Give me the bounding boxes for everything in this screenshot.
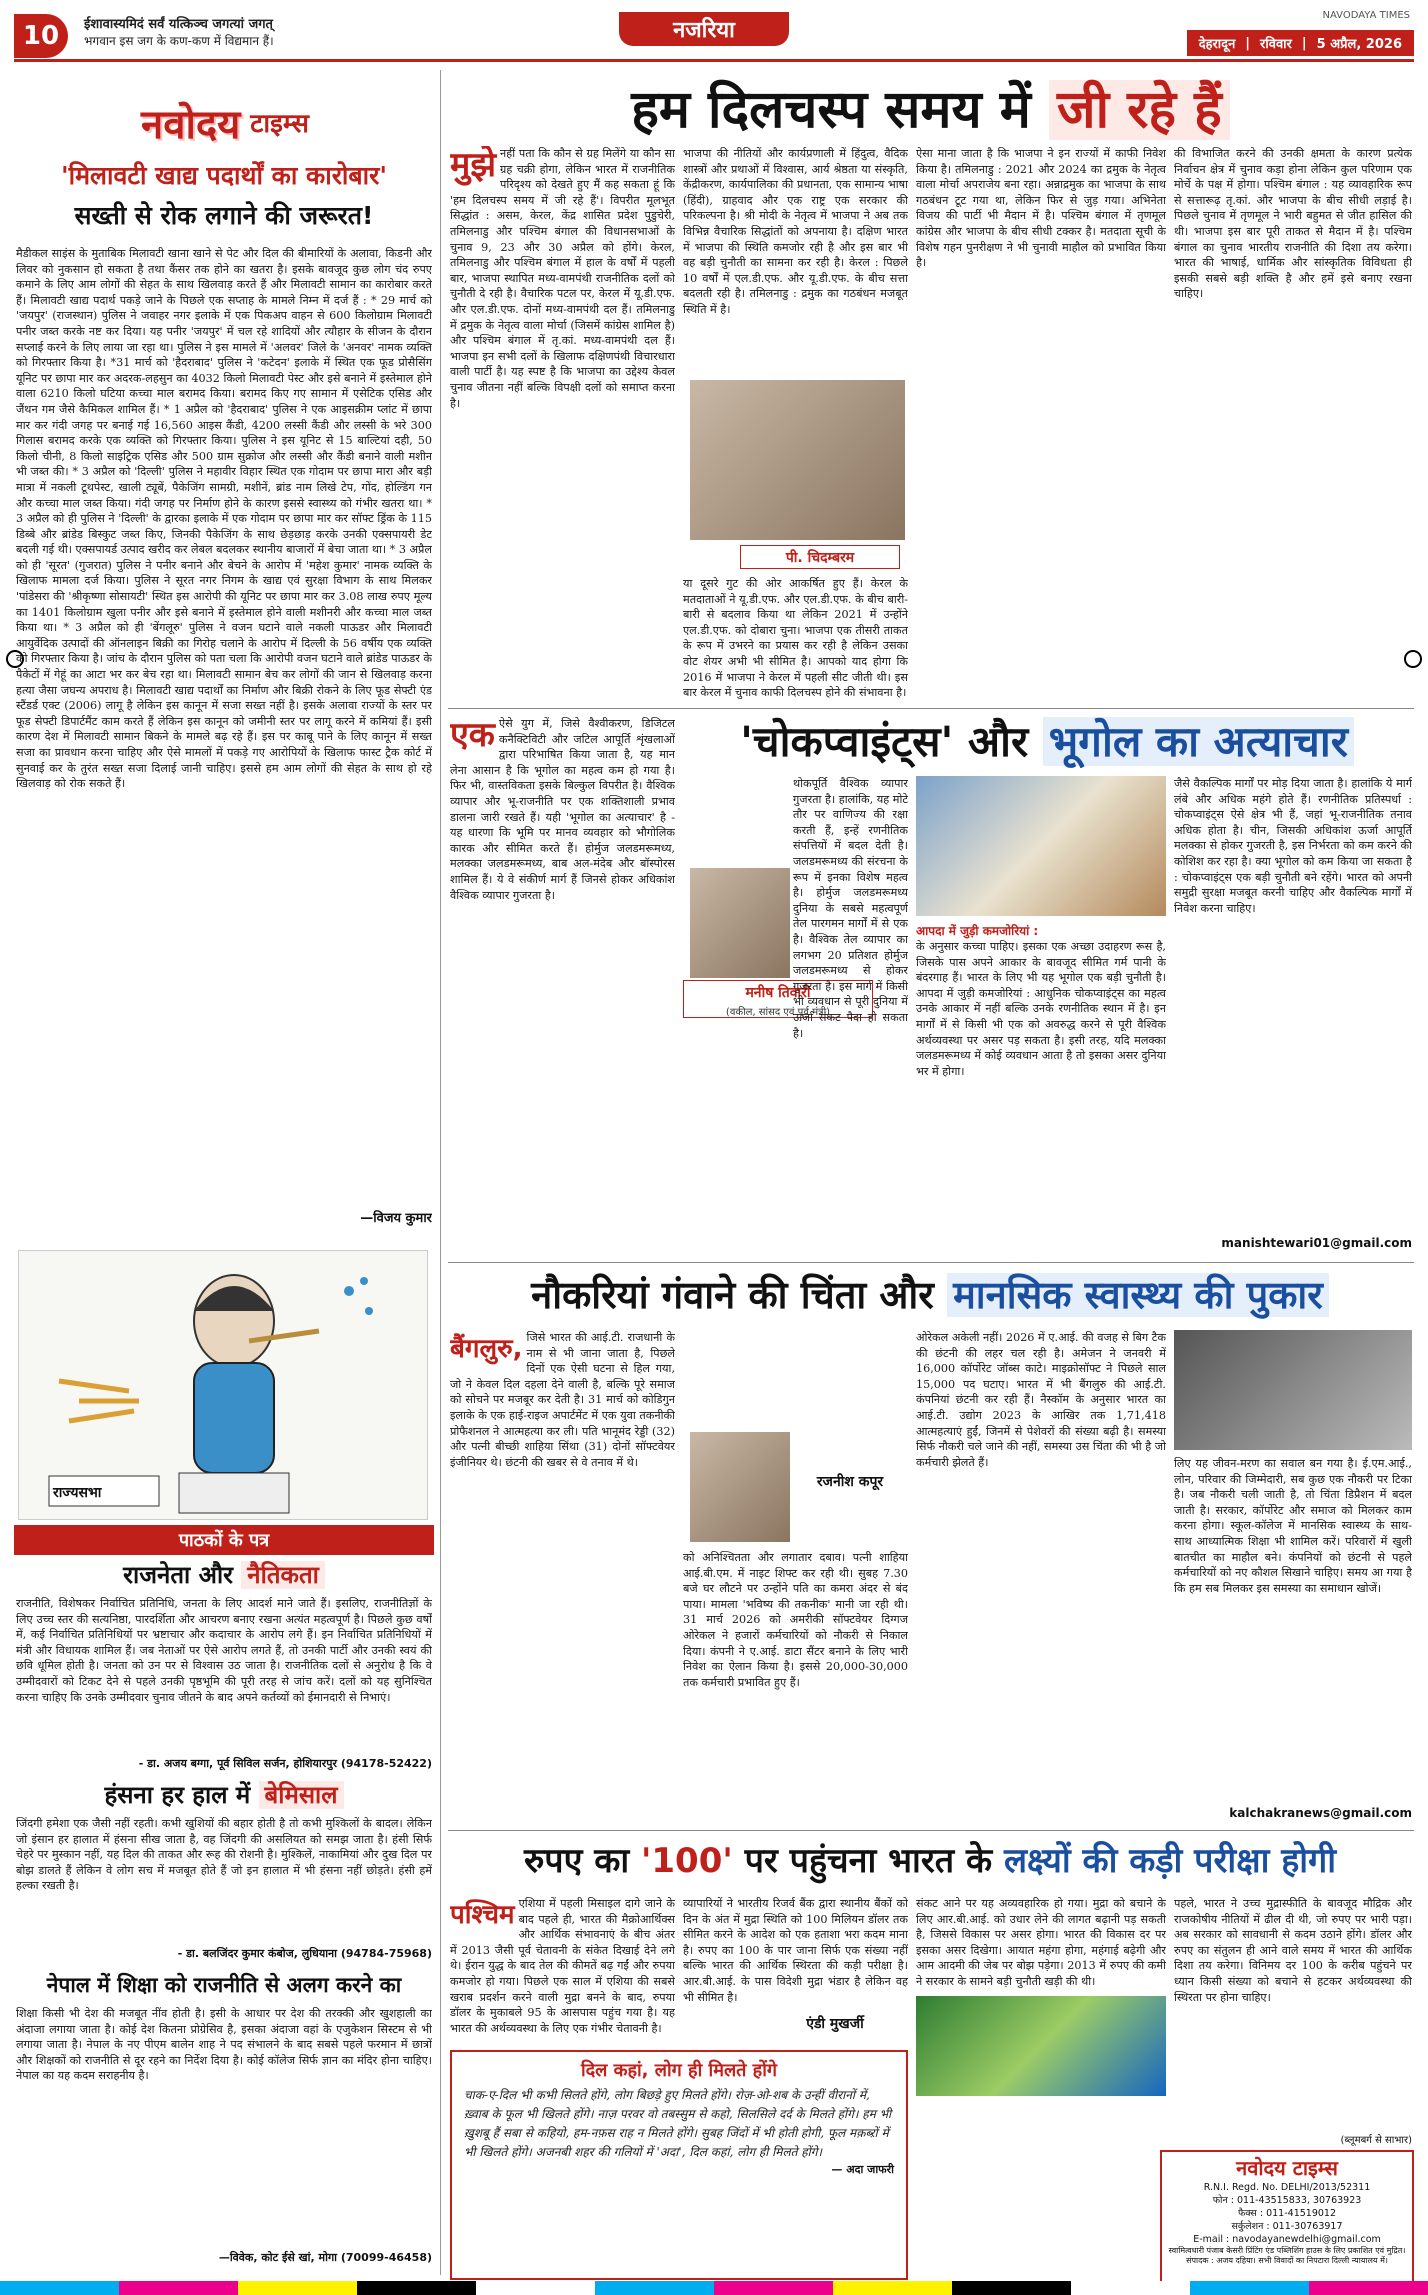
registration-mark — [6, 650, 24, 668]
article4-author: एंडी मुखर्जी — [770, 2012, 900, 2036]
article3-email: kalchakranews@gmail.com — [1229, 1806, 1412, 1820]
letter3-title: नेपाल में शिक्षा को राजनीति से अलग करने का — [14, 1970, 434, 2002]
letter1-title: राजनेता और नैतिकता — [14, 1560, 434, 1592]
map-photo — [916, 776, 1166, 916]
masthead — [14, 12, 1414, 62]
author-photo-chidambaram — [690, 380, 905, 540]
article4-col2: व्यापारियों ने भारतीय रिजर्व बैंक द्वारा स्थानीय बैंकों को दिन के अंत में मुद्रा स्थिति को 100 मिलियन डॉलर तक सीमित करने के आदेश को एक हताशा भरा कदम माना है। रुपए का 100 के पार जाना सिर्फ एक संख्या नहीं बल्कि भारत की आर्थिक स्थिरता की कड़ी परीक्षा है। आर.बी.आई. के पास विदेशी मुद्रा भंडार है लेकिन वह भी सीमित है। — [683, 1897, 908, 2004]
article4-title: रुपए का '100' पर पहुंचना भारत के लक्ष्यों की कड़ी परीक्षा होगी — [523, 1841, 1337, 1881]
editorial-byline: —विजय कुमार — [360, 1211, 432, 1226]
article1-col4: की विभाजित करने की उनकी क्षमता के कारण प्रत्येक निर्वाचन क्षेत्र में चुनाव कड़ा होना लेकिन कुल परिणाम एक मोर्चे के पक्ष में होगा। पश्चिम बंगाल : यह व्यावहारिक रूप से सत्तारूढ़ तृ.कां. और भाजपा के बीच सीधी लड़ाई है। पिछले चुनाव में तृणमूल ने भारी बहुमत से जीत हासिल की थी। भाजपा इस बार पूरी ताकत से मैदान में है। पश्चिम बंगाल का चुनाव भारतीय राजनीति की दिशा तय करेगा। भारत की भाषाई, धार्मिक और सांस्कृतिक विविधता ही इसकी सबसे बड़ी शक्ति है और हमें इसे बनाए रखना चाहिए। — [1174, 147, 1412, 301]
article3-title: नौकरियां गंवाने की चिंता और मानसिक स्वास्थ्य की पुकार — [450, 1268, 1410, 1324]
dateline: देहरादून | रविवार | 5 अप्रैल, 2026 — [1187, 30, 1414, 56]
cartoon — [18, 1250, 428, 1520]
page-number: 10 — [14, 14, 68, 58]
article1-col2a: भाजपा की नीतियों और कार्यप्रणाली में हिंदुत्व, वैदिक शास्त्रों और प्रथाओं में विश्वास, आर्य श्रेष्ठता या संस्कृति, केंद्रीकरण, कार्यपालिका की प्रधानता, एक सामान्य भाषा (हिंदी), ग्राहवाद और एक राष्ट्र एक सरकार की परिकल्पना है। श्री मोदी के नेतृत्व में भाजपा ने अब तक विभिन्न वैचारिक सिद्धांतों को अपनाया है। दक्षिण भारत में भाजपा की स्थिति कमजोर रही है और इस बार भी वह बड़ी चुनौती का सामना कर रही है। केरल : पिछले 10 वर्षों में एल.डी.एफ. और यू.डी.एफ. के बीच सत्ता बदलती रही है। तमिलनाडु : द्रमुक का गठबंधन मजबूत स्थिति में है। — [683, 147, 908, 316]
article1-author: पी. चिदम्बरम — [740, 545, 900, 569]
letter2-title: हंसना हर हाल में बेमिसाल — [14, 1780, 434, 1812]
article4-col1: पश्चिम एशिया में पहली मिसाइल दागे जाने के बाद पहले ही, भारत की मैक्रोआर्थिक्स और आर्थिक संभावनाएं के बीच अंतर में 2013 जैसी पूर्व चेतावनी के संकेत दिखाई देने लगे थे। ईरान युद्ध के बाद तेल की कीमतें बढ़ गईं और रुपया कमजोर हो गया। पिछले एक साल में एशिया की सबसे खराब प्रदर्शन करने वाली मुद्रा बनने के बाद, रुपया डॉलर के मुकाबले 95 के आसपास पहुंच गया है। यह भारत की अर्थव्यवस्था के लिए एक गंभीर चेतावनी है। — [450, 1897, 675, 2035]
article3-col4: लिए यह जीवन-मरण का सवाल बन गया है। ई.एम.आई., लोन, परिवार की जिम्मेदारी, सब कुछ एक नौकरी पर टिका है। जब नौकरी चली जाती है, तो चिंता डिप्रैशन में बदल जाती है। सरकार, कॉर्पोरेट और समाज को मिलकर काम करना होगा। स्कूल-कॉलेज में मानसिक स्वास्थ्य के साथ-साथ आध्यात्मिक शिक्षा भी शामिल करें। परिवारों में खुली बातचीत का माहौल बने। कंपनियों को छंटनी से पहले कर्मचारियों को नए कौशल सिखाने चाहिए। समय आ गया है कि हम सब मिलकर इस समस्या का समाधान खोजें। — [1174, 1330, 1412, 1802]
stress-photo — [1174, 1330, 1412, 1450]
section-title: नजरिया — [619, 12, 789, 46]
article1-col1: मुझे नहीं पता कि कौन से ग्रह मिलेंगे या कौन सा ग्रह चक्री होगा, लेकिन भारत में राजनीतिक परिदृश्य को देखते हुए मैं कह सकता हूं कि 'हम दिलचस्प समय में जी रहे हैं'। विपरीत मूलभूत सिद्धांत : असम, केरल, केंद्र शासित प्रदेश पुडुचेरी, तमिलनाडु और पश्चिम बंगाल की विधानसभाओं के चुनाव 9, 23 और 30 अप्रैल को होंगे। केरल, तमिलनाडु और पश्चिम बंगाल में हाल के वर्षों में पहली बार, भाजपा स्थापित मध्य-वामपंथी राजनीतिक दलों को चुनौती दे रही है। वैचारिक पटल पर, केरल में यू.डी.एफ. और एल.डी.एफ. दोनों मध्य-वामपंथी दल हैं। तमिलनाडु में द्रमुक के नेतृत्व वाला मोर्चा (जिसमें कांग्रेस शामिल है) और पश्चिम बंगाल में तृ.कां. मध्य-वामपंथी दल हैं। भाजपा इन सभी दलों के खिलाफ दक्षिणपंथी विचारधारा वाली पार्टी है। यह स्पष्ट है कि भाजपा का उद्देश्य केवल चुनाव जीतना नहीं बल्कि विपक्षी दलों को समाप्त करना है। — [450, 146, 675, 410]
registration-mark — [1404, 650, 1422, 668]
article3-author: रजनीश कपूर — [795, 1470, 905, 1494]
imprint-box: नवोदय टाइम्स R.N.I. Regd. No. DELHI/2013/52311 फोन : 011-43515833, 30763923 फैक्स : 011-41519012 सर्कुलेशन : 011-30763917 E-mail : navodayanewdelhi@gmail.com स्वामित्वधारी पंजाब केसरी प्रिंटिंग एंड पब्लिशिंग हाउस के लिए प्रकाशित एवं मुद्रित। संपादक : अजय दहिया। सभी विवादों का निपटारा दिल्ली न्यायालय में। — [1160, 2150, 1414, 2285]
currency-photo — [916, 1996, 1166, 2096]
article4-col3: संकट आने पर यह अव्यवहारिक हो गया। मुद्रा को बचाने के लिए आर.बी.आई. को उधार लेने की लागत बढ़ानी पड़ सकती है, जिससे विकास पर असर होगा। भारत की विकास दर पर इसका असर दिखेगा। आयात महंगा होगा, महंगाई बढ़ेगी और आम आदमी की जेब पर बोझ पड़ेगा। 2013 में रुपए की कमी ने सरकार के सामने बड़ी चुनौती खड़ी की थी। — [916, 1896, 1166, 2280]
article3-col3: ओरेकल अकेली नहीं। 2026 में ए.आई. की वजह से बिग टैक की छंटनी की लहर चल रही है। अमेजन ने जनवरी में 16,000 कॉर्पोरेट जॉब्स काटे। माइक्रोसॉफ्ट ने पिछले साल 15,000 पद घटाए। भारत में भी बैंगलुरु की आई.टी. कंपनियां छंटनी कर रही हैं। नैस्कॉम के अनुसार भारत का आई.टी. उद्योग 2023 के आखिर तक 1,71,418 आत्महत्याएं हुईं, जिनमें से पेशेवरों की संख्या बढ़ी है। समस्या सिर्फ नौकरी चले जाने की नहीं, समस्या उस चिंता की भी है जो कर्मचारी झेलते हैं। — [916, 1331, 1166, 1469]
letter3-sign: —विवेक, कोट ईसे खां, मोगा (70099-46458) — [218, 2251, 432, 2264]
letter3-body: शिक्षा किसी भी देश की मजबूत नींव होती है। इसी के आधार पर देश की तरक्की और खुशहाली का अंदाजा लगाया जाता है। कोई देश कितना प्रोग्रेसिव है, इसका अंदाजा वहां के एजुकेशन सिस्टम से भी लगाया जाता है। नेपाल के नए पीएम बालेन शाह ने पद संभालने के बाद सबसे पहले फरमान में छात्रों और शिक्षकों को राजनीति से दूर रहने का निर्देश दिया है। कोई कॉलेज सिर्फ ज्ञान का मंदिर होना चाहिए। नेपाल का यह कदम सराहनीय है। — [16, 2007, 432, 2083]
article1-col2b: या दूसरे गुट की ओर आकर्षित हुए हैं। केरल के मतदाताओं ने यू.डी.एफ. और एल.डी.एफ. के बीच बारी-बारी से बदलाव किया था लेकिन 2021 में उन्होंने एल.डी.एफ. को दोबारा चुना। भाजपा एक तीसरी ताकत के रूप में उभरने का प्रयास कर रही है लेकिन उसका वोट शेयर अभी भी सीमित है। आपको याद होगा कि 2016 में भाजपा ने केरल में पहली सीट जीती थी। इस बार केरल में चुनाव काफी दिलचस्प होने की संभावना है। — [683, 577, 908, 700]
cartoon-label: राज्यसभा — [53, 1485, 102, 1501]
masthead-quote: ईशावास्यमिदं सर्वं यत्किञ्च जगत्यां जगत् भगवान इस जग के कण-कण में विद्यमान हैं। — [84, 17, 274, 48]
poem-box: दिल कहां, लोग ही मिलते होंगे चाक-ए-दिल भी कभी सिलते होंगे, लोग बिछड़े हुए मिलते होंगे। रोज़-ओ-शब के उन्हीं वीरानों में, ख़्वाब के फूल भी खिलते होंगे। नाज़ परवर वो तबस्सुम से कहो, सिलसिले दर्द के मिलते होंगे। हम भी ख़ुशबू हैं सबा से कहियो, हम-नफ़स राह न मिलते होंगे। सुबह जिंदों में भी होती होगी, फूल मक़ब्ऱों में भी खिलते होंगे। अजनबी शहर की गलियों में 'अदा', दिल कहां, लोग ही मिलते होंगे। — अदा जाफरी — [450, 2050, 908, 2280]
brand-small: NAVODAYA TIMES — [1322, 10, 1410, 21]
article2-col1: एक ऐसे युग में, जिसे वैश्वीकरण, डिजिटल कनैक्टिविटी और जटिल आपूर्ति शृंखलाओं द्वारा परिभाषित किया जाता है, यह मान लेना आसान है कि भूगोल का महत्व कम हो गया है। फिर भी, वास्तविकता इसके बिल्कुल विपरीत है। वैश्विक व्यापार और भू-राजनीति पर एक शक्तिशाली प्रभाव डालना जारी रखते हैं। यही 'भूगोल का अत्याचार' है - यह धारणा कि भूमि पर मानव व्यवहार को भौगोलिक कारक और सीमित करते हैं। होर्मुज जलडमरूमध्य, मलक्का जलडमरूमध्य, बाब अल-मंदेब और बॉस्पोरस शामिल हैं। ये वे संकीर्ण मार्ग हैं जिनसे होकर अधिकांश वैश्विक व्यापार गुजरता है। — [450, 716, 675, 902]
letter1-sign: - डा. अजय बग्गा, पूर्व सिविल सर्जन, होशियारपुर (94178-52422) — [138, 1757, 432, 1770]
article2-col3: आपदा में जुड़ी कमजोरियां : के अनुसार कच्चा पाहिए। इसका एक अच्छा उदाहरण रूस है, जिसके पास अपने आकार के बावजूद सीमित गर्म पानी के बंदरगाह हैं। भारत के लिए भी यह भूगोल एक बड़ी चुनौती है। आपदा में जुड़ी कमजोरियां : आधुनिक चोकप्वाइंट्स का महत्व उनके आकार में नहीं बल्कि उनके रणनीतिक स्थान में है। इन मार्गों में से किसी भी एक को अवरुद्ध करने से पूरी वैश्विक अर्थव्यवस्था पर असर पड़ सकता है। इसी तरह, यदि मलक्का जलडमरूमध्य में कोई व्यवधान आता है तो इसका असर दुनिया भर में होगा। — [916, 776, 1166, 1256]
letters-header: पाठकों के पत्र — [14, 1525, 434, 1555]
article2-title: 'चोकप्वाइंट्स' और भूगोल का अत्याचार — [683, 712, 1411, 768]
article3-col1: बैंगलुरु, जिसे भारत की आई.टी. राजधानी के नाम से भी जाना जाता है, पिछले दिनों एक ऐसी घटना से हिल गया, जो ने केवल दिल दहला देने वाली है, बल्कि पूरे समाज को सोचने पर मजबूर कर देती है। 31 मार्च को कोडिगुन इलाके के एक हाई-राइज अपार्टमेंट में एक युवा तकनीकी प्रोफैशनल ने आत्महत्या कर ली। पति भानूमंद रेड्डी (32) और पत्नी बीच्छी शाहिया सिंथा (31) दोनों सॉफ्टवेयर इंजीनियर थे। छंटनी की खबर से वे तनाव में थे। — [450, 1331, 675, 1469]
editorial-title-line1: 'मिलावटी खाद्य पदार्थों का कारोबार' — [60, 161, 388, 190]
editorial-title-line2: सख्ती से रोक लगाने की जरूरत! — [74, 201, 374, 230]
editorial-body: मैडीकल साइंस के मुताबिक मिलावटी खाना खाने से पेट और दिल की बीमारियों के अलावा, किडनी और लिवर को नुकसान हो सकता है तथा कैंसर तक होने का खतरा है। इसके बावजूद कुछ लोग चंद रुपए कमाने के लिए आम लोगों की सेहत के साथ खिलवाड़ करते हैं और मिलावटी सामान का कारोबार करते हैं। मिलावटी खाद्य पदार्थ पकड़े जाने के पिछले एक सप्ताह के मामले निम्न में दर्ज हैं : * 29 मार्च को 'जयपुर' (राजस्थान) पुलिस ने जवाहर नगर इलाके में एक पिकअप वाहन से 600 किलोग्राम मिलावटी पनीर जब्त करके नष्ट कर दिया। यह पनीर 'जयपुर' में चल रहे शादियों और त्यौहार के सीजन के दौरान सप्लाई करने के लिए लाया जा रहा था। पुलिस ने इस मामले में 'अलवर' जिले के 'अनवर' नामक व्यक्ति को गिरफ्तार किया है। *31 मार्च को 'हैदराबाद' पुलिस ने 'कटेदन' इलाके में स्थित एक फूड प्रोसैसिंग यूनिट पर छापा मार कर अदरक-लहसुन का 4032 किलो मिलावटी पेस्ट और इसे बनाने में इस्तेमाल होने वाला 6210 किलो घटिया कच्चा माल बरामद किया। बरामद किए गए सामान में एसेटिक एसिड और जैंथन गम जैसे कैमिकल शामिल हैं। * 1 अप्रैल को 'हैदराबाद' पुलिस ने एक आइसक्रीम प्लांट में छापा मार कर गंदी जगह पर बनाई गई 16,560 आइस कैंडी, 4200 लस्सी कैंडी और लस्सी के भरे 300 गिलास बरामद करके एक व्यक्ति को गिरफ्तार किया। पुलिस ने इस यूनिट से 15 बाल्टियां दही, 50 किलो चीनी, 8 किलो साइट्रिक एसिड और 500 ग्राम सुक्रोज और लस्सी और कैंडी बनाने वाली मशीन भी जब्त की। * 3 अप्रैल को 'दिल्ली' पुलिस ने महावीर विहार स्थित एक गोदाम पर छापा मारा और बड़ी मात्रा में नकली टूथपेस्ट, खाली ट्यूबें, पैकेजिंग सामग्री, मशीनें, ब्रांड नाम लिखे टेप, गोंद, होल्डिंग गन और कच्चा माल जब्त किया। गंदी जगह पर निर्माण होने के कारण इससे स्वास्थ्य को गंभीर खतरा था। * 3 अप्रैल को ही पुलिस ने 'दिल्ली' के द्वारका इलाके में एक गोदाम पर छापा मार कर सॉफ्ट ड्रिंक के 115 डिब्बे और ब्रांडेड बिस्कुट जब्त किए, जिनकी पैकेजिंग के साथ छेड़छाड़ करके उनकी एक्सपायरी डेट बदली गई थी। एक्सपायर्ड उत्पाद खरीद कर लेबल बदलकर स्थानीय बाजारों में बेचा जाता था। * 3 अप्रैल को ही 'सूरत' (गुजरात) पुलिस ने पनीर बनाने और बेचने के आरोप में 'महेश कुमार' नामक व्यक्ति के खिलाफ मामला दर्ज किया। पुलिस ने सूरत नगर निगम के खाद्य एवं सुरक्षा विभाग के साथ मिलकर 'पांडेसरा की 'श्रीकृष्णा सोसायटी' स्थित इस आरोपी की यूनिट पर छापा मार कर 3.08 लाख रुपए मूल्य का 1401 किलोग्राम खुला पनीर और इसे बनाने में इस्तेमाल होने वाली मशीनरी और कच्चा माल जब्त किया था। * 3 अप्रैल को ही 'बेंगलूरु' पुलिस ने वजन घटाने वाले नकली पाऊडर और मिलावटी आयुर्वेदिक उत्पादों की ऑनलाइन बिक्री का गिरोह चलाने के आरोप में दिल्ली के 56 वर्षीय एक व्यक्ति को गिरफ्तार किया है। जांच के दौरान पुलिस को पता चला कि आरोपी वजन घटाने वाले ब्रांडेड पाऊडर के पैकेटों में गेहूं का आटा भर कर बेच रहा था। मिलावटी सामान बेच कर लोगों की जान से खिलवाड़ करना हत्या जैसा जघन्य अपराध है। मिलावटी खाद्य पदार्थों का निर्माण और बिक्री रोकने के लिए फूड सेफ्टी एंड स्टैंडर्ड एक्ट (2006) लागू है लेकिन इस कानून में सजा सख्त नहीं है। इसके अलावा राज्यों के स्तर पर फूड सेफ्टी डिपार्टमैंट काम करते हैं लेकिन इस कानून को जमीनी स्तर पर लागू करने में कमियां हैं। इसी कारण देश में मिलावटी सामान बिकने के मामले बढ़ रहे हैं। इस पर काबू पाने के लिए कानून में सख्त सजा का प्रावधान करना चाहिए और ऐसे मामलों में पकड़े गए आरोपियों के खिलाफ फास्ट ट्रैक कोर्ट में सुनवाई कर के तुरंत सख्त सजा दिलाई जानी चाहिए। इससे हम आम लोगों की सेहत के साथ हो रहे खिलवाड़ को रोक सकते हैं। — [16, 247, 432, 791]
article1-col3: ऐसा माना जाता है कि भाजपा ने इन राज्यों में काफी निवेश किया है। तमिलनाडु : 2021 और 2024 का द्रमुक के नेतृत्व वाला मोर्चा अपराजेय बना रहा। अन्नाद्रमुक का भाजपा के साथ गठबंधन टूट गया था, लेकिन फिर से जुड़ गया। अभिनेता विजय की पार्टी भी मैदान में है। पश्चिम बंगाल में तृणमूल कांग्रेस और भाजपा के बीच सीधी टक्कर है। मतदाता सूची के विशेष गहन पुनरीक्षण ने भी चुनावी माहौल को प्रभावित किया है। — [916, 147, 1166, 270]
column-rule — [440, 70, 441, 2275]
article4-col4: पहले, भारत ने उच्च मुद्रास्फीति के बावजूद मौद्रिक और राजकोषीय नीतियों में ढील दी थी, जो रुपए पर भारी पड़ा। अब सरकार को सावधानी से कदम उठाने होंगे। डॉलर और रुपए का संतुलन ही आने वाले समय में भारत की आर्थिक दिशा तय करेगा। विनिमय दर 100 के करीब पहुंचने पर ध्यान किसी संख्या को बचाने से हटकर अर्थव्यवस्था की स्थिरता पर होना चाहिए। — [1174, 1897, 1412, 2004]
article2-col4: जैसे वैकल्पिक मार्गों पर मोड़ दिया जाता है। हालांकि ये मार्ग लंबे और अधिक महंगे होते हैं। रणनीतिक प्रतिस्पर्धा : चोकप्वाइंट्स ऐसे क्षेत्र भी हैं, जहां भू-राजनीतिक तनाव अधिक होता है। चीन, जिसकी अधिकांश ऊर्जा आपूर्ति मलक्का से होकर गुजरती है, इस निर्भरता को कम करने की कोशिश कर रहा है। क्या भूगोल को कम किया जा सकता है : चोकप्वाइंट्स एक बड़ी चुनौती बने रहेंगे। भारत को अपनी समुद्री सुरक्षा मजबूत करनी चाहिए और वैकल्पिक मार्गों में निवेश करना चाहिए। — [1174, 777, 1412, 915]
editorial-logo: नवोदय टाइम्स — [141, 101, 309, 148]
article3-col2: को अनिश्चितता और लगातार दबाव। पत्नी शाहिया आई.बी.एम. में नाइट शिफ्ट कर रही थी। सुबह 7.30 बजे घर लौटने पर उन्होंने पति का कमरा अंदर से बंद पाया। मामला 'भविष्य की तकनीक' मानी जा रही थी। 31 मार्च 2026 को अमरीकी सॉफ्टवेयर दिग्गज ओरेकल ने हजारों कर्मचारियों को नौकरी से निकाल दिया। कंपनी ने ए.आई. डाटा सैंटर बनाने के लिए भारी निवेश का ऐलान किया है। इससे 20,000-30,000 तक कर्मचारी प्रभावित हुए हैं। — [683, 1551, 908, 1689]
article2-col2: थोकपूर्ति वैश्विक व्यापार गुजरता है। हालांकि, यह मोटे तौर पर वाणिज्य की रक्षा करती हैं, इन्हें रणनीतिक संपत्तियों में बदल देती है। जलडमरूमध्य की संरचना के रूप में इनका विशेष महत्व है। होर्मुज जलडमरूमध्य दुनिया के सबसे महत्वपूर्ण तेल पारगमन मार्गों में से एक है। वैश्विक तेल व्यापार का लगभग 20 प्रतिशत होर्मुज जलडमरूमध्य से होकर गुजरता है। इस मार्ग में किसी भी व्यवधान से पूरी दुनिया में ऊर्जा संकट पैदा हो सकता है। — [793, 777, 908, 1040]
letter2-body: जिंदगी हमेशा एक जैसी नहीं रहती। कभी खुशियों की बहार होती है तो कभी मुश्किलों के बादल। लेकिन जो इंसान हर हालात में हंसना सीख जाता है, वह जिंदगी की असलियत को समझ जाता है। हंसी सिर्फ चेहरे पर मुस्कान नहीं, यह दिल की ताकत और रूह की रोशनी है। मुश्किलें, नाकामियां और दुख दिल पर बोझ डालते हैं लेकिन वे लोग सच में मजबूत होते हैं जो इन हालात में भी हंसना नहीं छोड़ते। हंसी हमें हल्का रखती है। — [16, 1817, 432, 1893]
letter1-body: राजनीति, विशेषकर निर्वाचित प्रतिनिधि, जनता के लिए आदर्श माने जाते हैं। इसलिए, राजनीतिज्ञों के लिए उच्च स्तर की सत्यनिष्ठा, पारदर्शिता और आचरण बनाए रखना अत्यंत महत्वपूर्ण है। पिछले कुछ वर्षों में, कई निर्वाचित प्रतिनिधियों पर भ्रष्टाचार और कदाचार के आरोप लगे हैं। इन निर्वाचित प्रतिनिधियों में मंत्री और विधायक शामिल हैं। जब नेताओं पर ऐसे आरोप लगते हैं, तो उनकी पार्टी और उनकी स्वयं की छवि धूमिल होती है। जनता को उन पर से विश्वास उठ जाता है। राजनीतिक दलों से अनुरोध है कि वे उम्मीदवारों को टिकट देने से पहले उनकी पृष्ठभूमि की पूरी तरह से जांच करें। दलों को यह सुनिश्चित करना चाहिए कि उनके उम्मीदवार चुनाव जीतने के बाद अपने कर्तव्यों को ईमानदारी से निभाएं। — [16, 1597, 432, 1704]
article4-credit: (ब्लूमबर्ग से साभार) — [1340, 2135, 1412, 2146]
color-bar — [0, 2281, 1428, 2295]
article1-title: हम दिलचस्प समय में जी रहे हैं — [448, 72, 1413, 138]
article2-email: manishtewari01@gmail.com — [1221, 1236, 1412, 1250]
cartoon-drawing — [19, 1251, 429, 1521]
letter2-sign: - डा. बलजिंदर कुमार कंबोज, लुधियाना (94784-75968) — [177, 1947, 432, 1960]
article2-author: मनीष तिवारी (वकील, सांसद एवं पूर्व मंत्री) — [683, 980, 873, 1018]
